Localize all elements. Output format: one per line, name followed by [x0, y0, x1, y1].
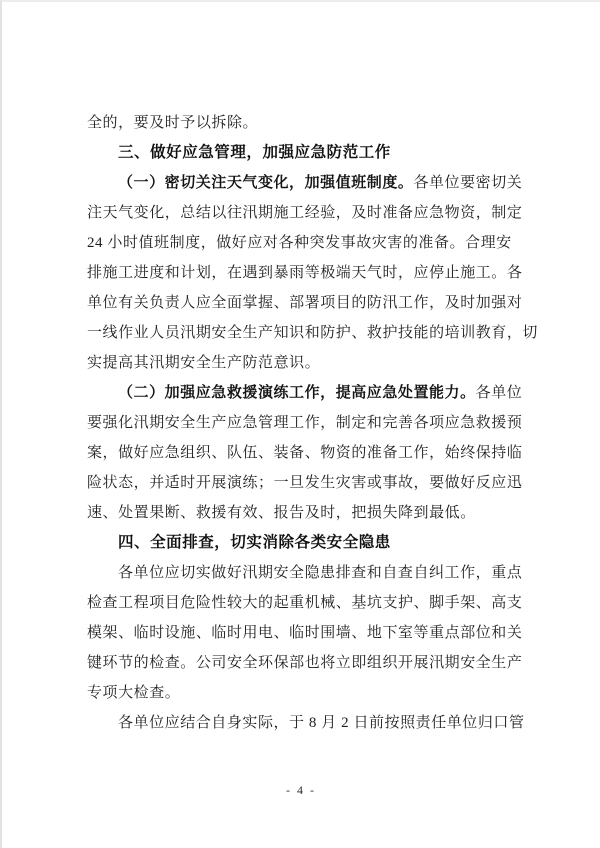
body-text: 单位有关负责人应全面掌握、部署项目的防汛工作，及时加强对 — [87, 295, 523, 311]
body-text: 各单位应结合自身实际，于 8 月 2 日前按照责任单位归口管 — [118, 715, 525, 731]
document-line — [87, 378, 527, 408]
document-line — [87, 258, 527, 288]
body-text: 24 小时值班制度，做好应对各种突发事故灾害的准备。合理安 — [87, 235, 512, 251]
body-text: 注天气变化，总结以往汛期施工经验，及时准备应急物资，制定 — [87, 205, 523, 221]
body-text: 模架、临时设施、临时用电、临时围墙、地下室等重点部位和关 — [87, 625, 523, 641]
body-text: 险状态，并适时开展演练；一旦发生灾害或事故，要做好反应迅 — [87, 475, 523, 491]
body-text: 检查工程项目危险性较大的起重机械、基坑支护、脚手架、高支 — [87, 595, 523, 611]
subsection-lead-text: （二）加强应急救援演练工作，提高应急处置能力。 — [118, 385, 476, 401]
document-line — [87, 168, 527, 198]
document-line — [87, 618, 527, 648]
body-text: 各单位 — [475, 385, 523, 401]
page-number: - 4 - — [286, 783, 316, 797]
body-text: 案，做好应急组织、队伍、装备、物资的准备工作，始终保持临 — [87, 445, 523, 461]
document-line — [87, 558, 527, 588]
subsection-lead-text: （一）密切关注天气变化，加强值班制度。 — [118, 175, 414, 191]
document-line — [87, 468, 527, 498]
document-line — [87, 348, 527, 378]
body-text: 速、处置果断、救援有效、报告及时，把损失降到最低。 — [87, 505, 476, 521]
document-line — [87, 198, 527, 228]
body-text: 键环节的检查。公司安全环保部也将立即组织开展汛期安全生产 — [87, 655, 523, 671]
section-heading-text: 四、全面排查，切实消除各类安全隐患 — [118, 534, 391, 551]
body-text: 实提高其汛期安全生产防范意识。 — [87, 355, 321, 371]
document-line — [87, 288, 527, 318]
document-line — [87, 588, 527, 618]
body-text: 各单位要密切关 — [413, 175, 523, 191]
document-line — [87, 708, 527, 738]
body-text: 排施工进度和计划，在遇到暴雨等极端天气时，应停止施工。各 — [87, 265, 523, 281]
document-line — [87, 318, 538, 348]
document-line — [87, 648, 527, 678]
body-text: 各单位应切实做好汛期安全隐患排查和自查自纠工作，重点 — [118, 565, 523, 581]
document-line — [87, 228, 527, 258]
body-text: 全的，要及时予以拆除。 — [87, 115, 259, 131]
document-line — [87, 678, 527, 708]
body-text: 专项大检查。 — [87, 685, 181, 701]
body-text: 一线作业人员汛期安全生产知识和防护、救护技能的培训教育，切 — [87, 325, 538, 341]
document-line — [87, 438, 527, 468]
document-line — [87, 108, 527, 138]
section-heading-text: 三、做好应急管理，加强应急防范工作 — [118, 144, 391, 161]
document-line — [87, 138, 527, 168]
document-line — [87, 408, 527, 438]
document-body — [87, 108, 538, 738]
body-text: 要强化汛期安全生产应急管理工作，制定和完善各项应急救援预 — [87, 415, 523, 431]
document-line — [87, 498, 527, 528]
document-line — [87, 528, 527, 558]
